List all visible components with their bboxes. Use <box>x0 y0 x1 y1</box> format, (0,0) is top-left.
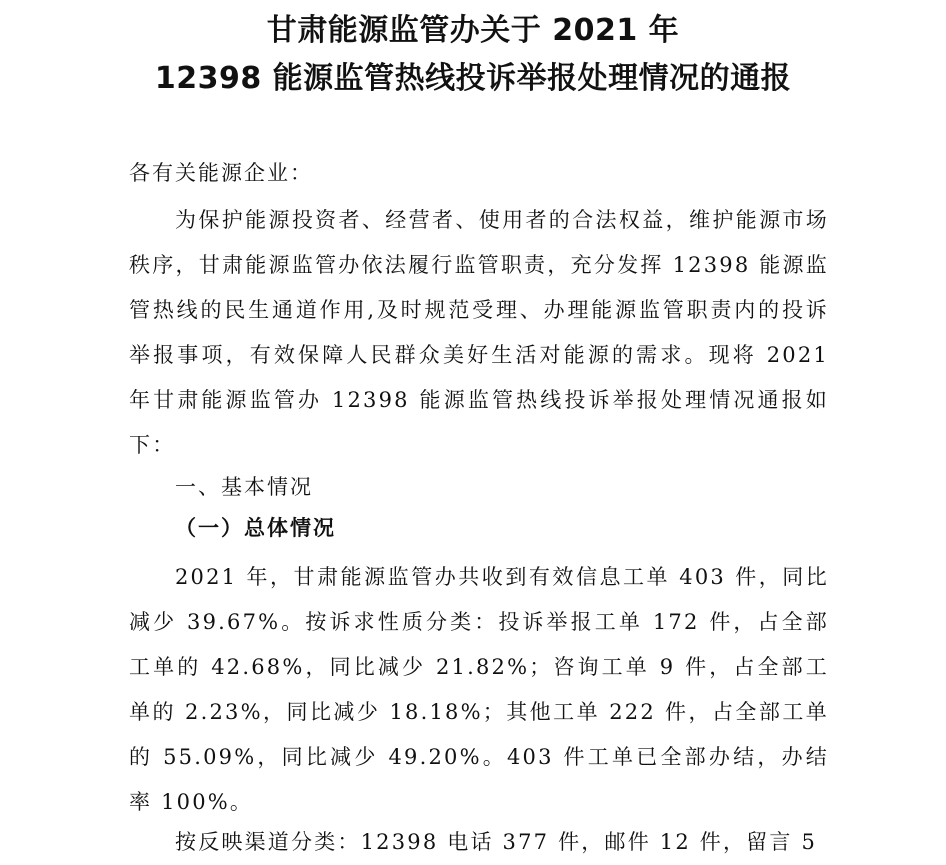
section-heading-basic-situation: 一、基本情况 <box>175 475 313 499</box>
salutation: 各有关能源企业： <box>129 161 313 185</box>
channel-classification-paragraph: 按反映渠道分类：12398 电话 377 件，邮件 12 件，留言 5 <box>175 830 818 854</box>
intro-paragraph: 为保护能源投资者、经营者、使用者的合法权益，维护能源市场秩序，甘肃能源监管办依法履行监管职责，充分发挥 12398 能源监管热线的民生通道作用,及时规范受理、办理能源监管职责内的投诉举报事项，有效保障人民群众美好生活对能源的需求。现将 2021 年甘肃能源监管办 12398 能源监管热线投诉举报处理情况通报如下： <box>129 208 829 457</box>
overall-situation-paragraph: 2021 年，甘肃能源监管办共收到有效信息工单 403 件，同比减少 39.67%。按诉求性质分类：投诉举报工单 172 件，占全部工单的 42.68%，同比减少 21.82%；咨询工单 9 件，占全部工单的 2.23%，同比减少 18.18%；其他工单 222 件，占全部工单的 55.09%，同比减少 49.20%。403 件工单已全部办结，办结率 100%。 <box>129 565 829 814</box>
document-title-line-2: 12398 能源监管热线投诉举报处理情况的通报 <box>154 61 792 96</box>
subsection-heading-overall: （一）总体情况 <box>175 516 336 540</box>
document-title-line-1: 甘肃能源监管办关于 2021 年 <box>266 13 680 48</box>
